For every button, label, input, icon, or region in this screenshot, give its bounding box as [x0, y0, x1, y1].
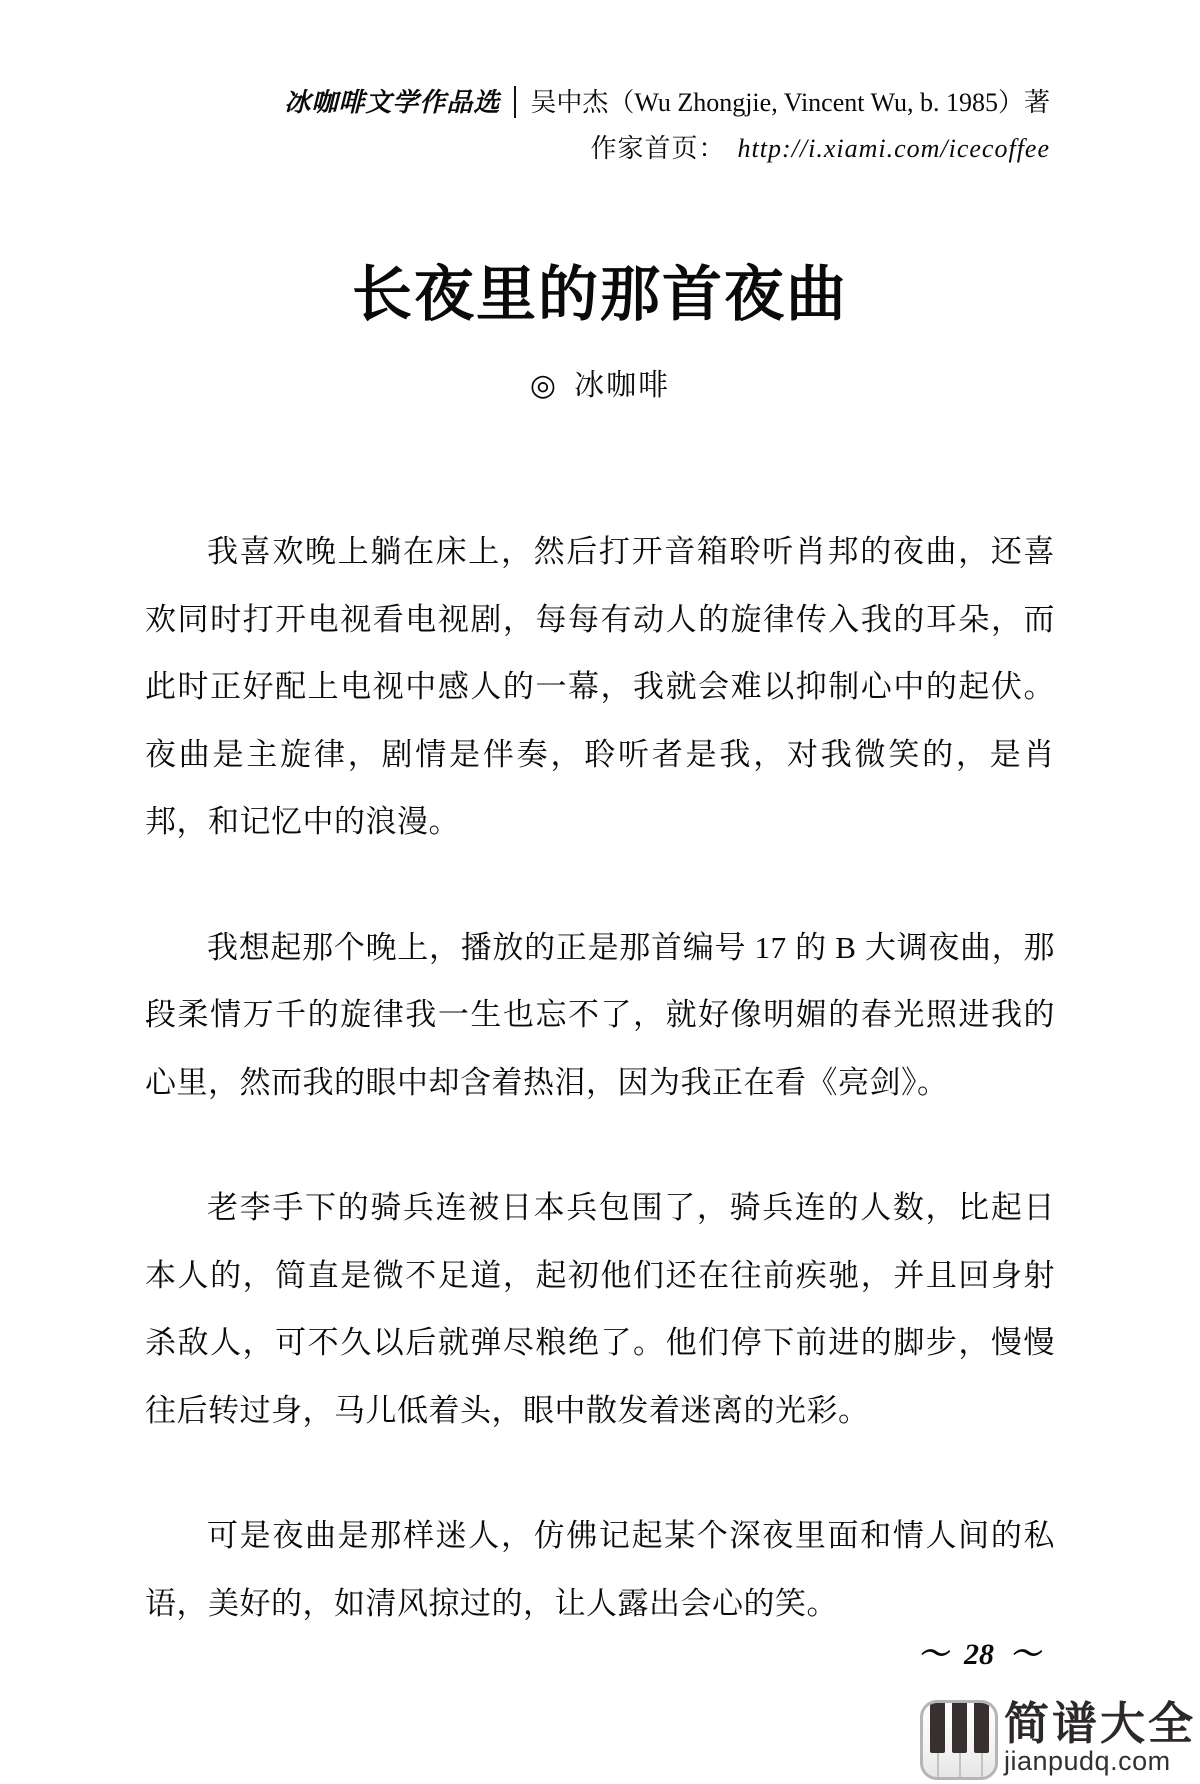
article-title: 长夜里的那首夜曲 [352, 262, 848, 329]
page-number-value: 28 [964, 1638, 994, 1671]
watermark-brand [1004, 1700, 1196, 1776]
article-body [145, 518, 1055, 1695]
paragraph-4: 可是夜曲是那样迷人，仿佛记起某个深夜里面和情人间的私语，美好的，如清风掠过的，让人露出会心的笑。 [145, 1518, 1055, 1621]
page-header [284, 80, 1050, 172]
page-number [918, 1637, 1040, 1673]
paragraph-2: 我想起那个晚上，播放的正是那首编号 17 的 B 大调夜曲，那段柔情万千的旋律我一生也忘不了，就好像明媚的春光照进我的心里，然而我的眼中却含着热泪，因为我正在看《亮剑》。 [145, 929, 1055, 1100]
page-number-tilde-left: ～ [918, 1638, 948, 1671]
brand-name: 简谱大全 [1003, 1698, 1196, 1749]
byline-mark-icon: ◎ [529, 369, 557, 402]
homepage-url: http://i.xiami.com/icecoffee [737, 134, 1050, 163]
header-divider [514, 86, 516, 118]
header-line-1 [284, 80, 1050, 126]
paragraph-3: 老李手下的骑兵连被日本兵包围了，骑兵连的人数，比起日本人的，简直是微不足道，起初他们还在往前疾驰，并且回身射杀敌人，可不久以后就弹尽粮绝了。他们停下前进的脚步，慢慢往后转过身，马儿低着头，眼中散发着迷离的光彩。 [145, 1190, 1055, 1428]
piano-keys-icon [920, 1700, 998, 1780]
watermark-logo [920, 1700, 1196, 1780]
paragraph-1: 我喜欢晚上躺在床上，然后打开音箱聆听肖邦的夜曲，还喜欢同时打开电视看电视剧，每每有动人的旋律传入我的耳朵，而此时正好配上电视中感人的一幕，我就会难以抑制心中的起伏。夜曲是主旋律，剧情是伴奏，聆听者是我，对我微笑的，是肖邦，和记忆中的浪漫。 [145, 534, 1055, 839]
author-credit: 吴中杰（Wu Zhongjie, Vincent Wu, b. 1985）著 [530, 88, 1050, 117]
page-number-tilde-right: ～ [1010, 1638, 1040, 1671]
homepage-label: 作家首页： [590, 134, 726, 163]
series-title: 冰咖啡文学作品选 [284, 88, 501, 117]
article-byline [0, 366, 1200, 406]
brand-url: jianpudq.com [1003, 1746, 1171, 1776]
header-line-2 [284, 126, 1050, 172]
byline-author: 冰咖啡 [574, 369, 671, 402]
